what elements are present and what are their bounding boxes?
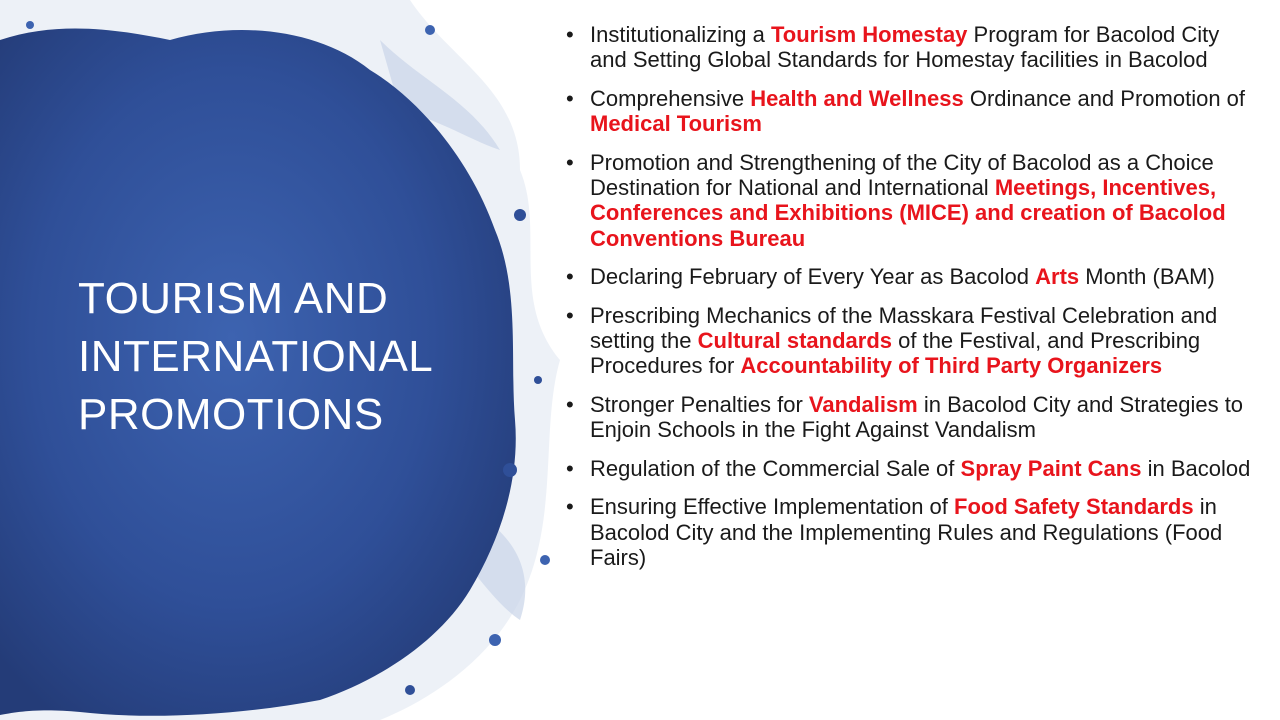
bullet-text: Prescribing Mechanics of the Masskara Festival Celebration and setting the [590,302,1218,354]
bullet-item-4 [566,264,1256,289]
bullet-text: Stronger Penalties for [590,391,809,417]
bullet-item-1 [566,22,1256,73]
bullet-dot: • [566,302,574,328]
bullet-dot: • [566,22,574,47]
bullet-text: Declaring February of Every Year as Bacolod [590,264,1036,290]
bullet-text: Promotion and Strengthening of the City of Bacolod as a Choice Destination for National and International [590,149,1214,201]
bullet-text: Institutionalizing a [590,22,771,47]
bullet-item-6 [566,392,1256,443]
bullet-item-2 [566,86,1256,137]
bullet-text: Comprehensive [590,85,751,111]
highlighted-text: Vandalism [808,391,918,417]
highlighted-text: Accountability of Third Party Organizers [740,353,1163,379]
slide-title [78,270,498,444]
bullet-dot: • [566,85,574,111]
bullet-item-8 [566,494,1256,570]
bullet-dot: • [566,264,574,290]
bullet-item-5 [566,303,1256,379]
bullet-text: Program for Bacolod City and Setting Global Standards for Homestay facilities in Bacolod [590,22,1220,73]
bullet-dot: • [566,455,574,481]
bullet-item-3 [566,150,1256,252]
slide-title-line-2: INTERNATIONAL [78,332,434,381]
highlighted-text: Health and Wellness [750,85,964,111]
bullet-text: Ensuring Effective Implementation of [590,494,955,520]
bullet-text: Month (BAM) [1079,264,1215,290]
highlighted-text: Spray Paint Cans [960,455,1142,481]
bullet-text: in Bacolod City and Strategies to Enjoin Schools in the Fight Against Vandalism [590,391,1244,443]
bullet-text: in Bacolod City and the Implementing Rules and Regulations (Food Fairs) [590,494,1223,570]
bullet-text: Regulation of the Commercial Sale of [590,455,961,481]
highlighted-text: Food Safety Standards [954,494,1194,520]
bullet-list [566,22,1256,583]
slide-title-line-3: PROMOTIONS [78,390,384,439]
highlighted-text: Meetings, Incentives, Conferences and Exhibitions (MICE) and creation of Bacolod Conventions Bureau [590,175,1226,251]
bullet-dot: • [566,149,574,175]
highlighted-text: Cultural standards [697,328,893,354]
slide-title-line-1: TOURISM AND [78,274,389,323]
bullet-item-7 [566,456,1256,481]
bullet-text: of the Festival, and Prescribing Procedures for [590,328,1201,379]
bullet-text: in Bacolod [1141,455,1251,481]
bullet-dot: • [566,494,574,520]
bullet-dot: • [566,391,574,417]
highlighted-text: Medical Tourism [590,111,762,137]
highlighted-text: Tourism Homestay [771,22,968,47]
bullet-text: Ordinance and Promotion of [963,85,1246,111]
highlighted-text: Arts [1035,264,1080,290]
